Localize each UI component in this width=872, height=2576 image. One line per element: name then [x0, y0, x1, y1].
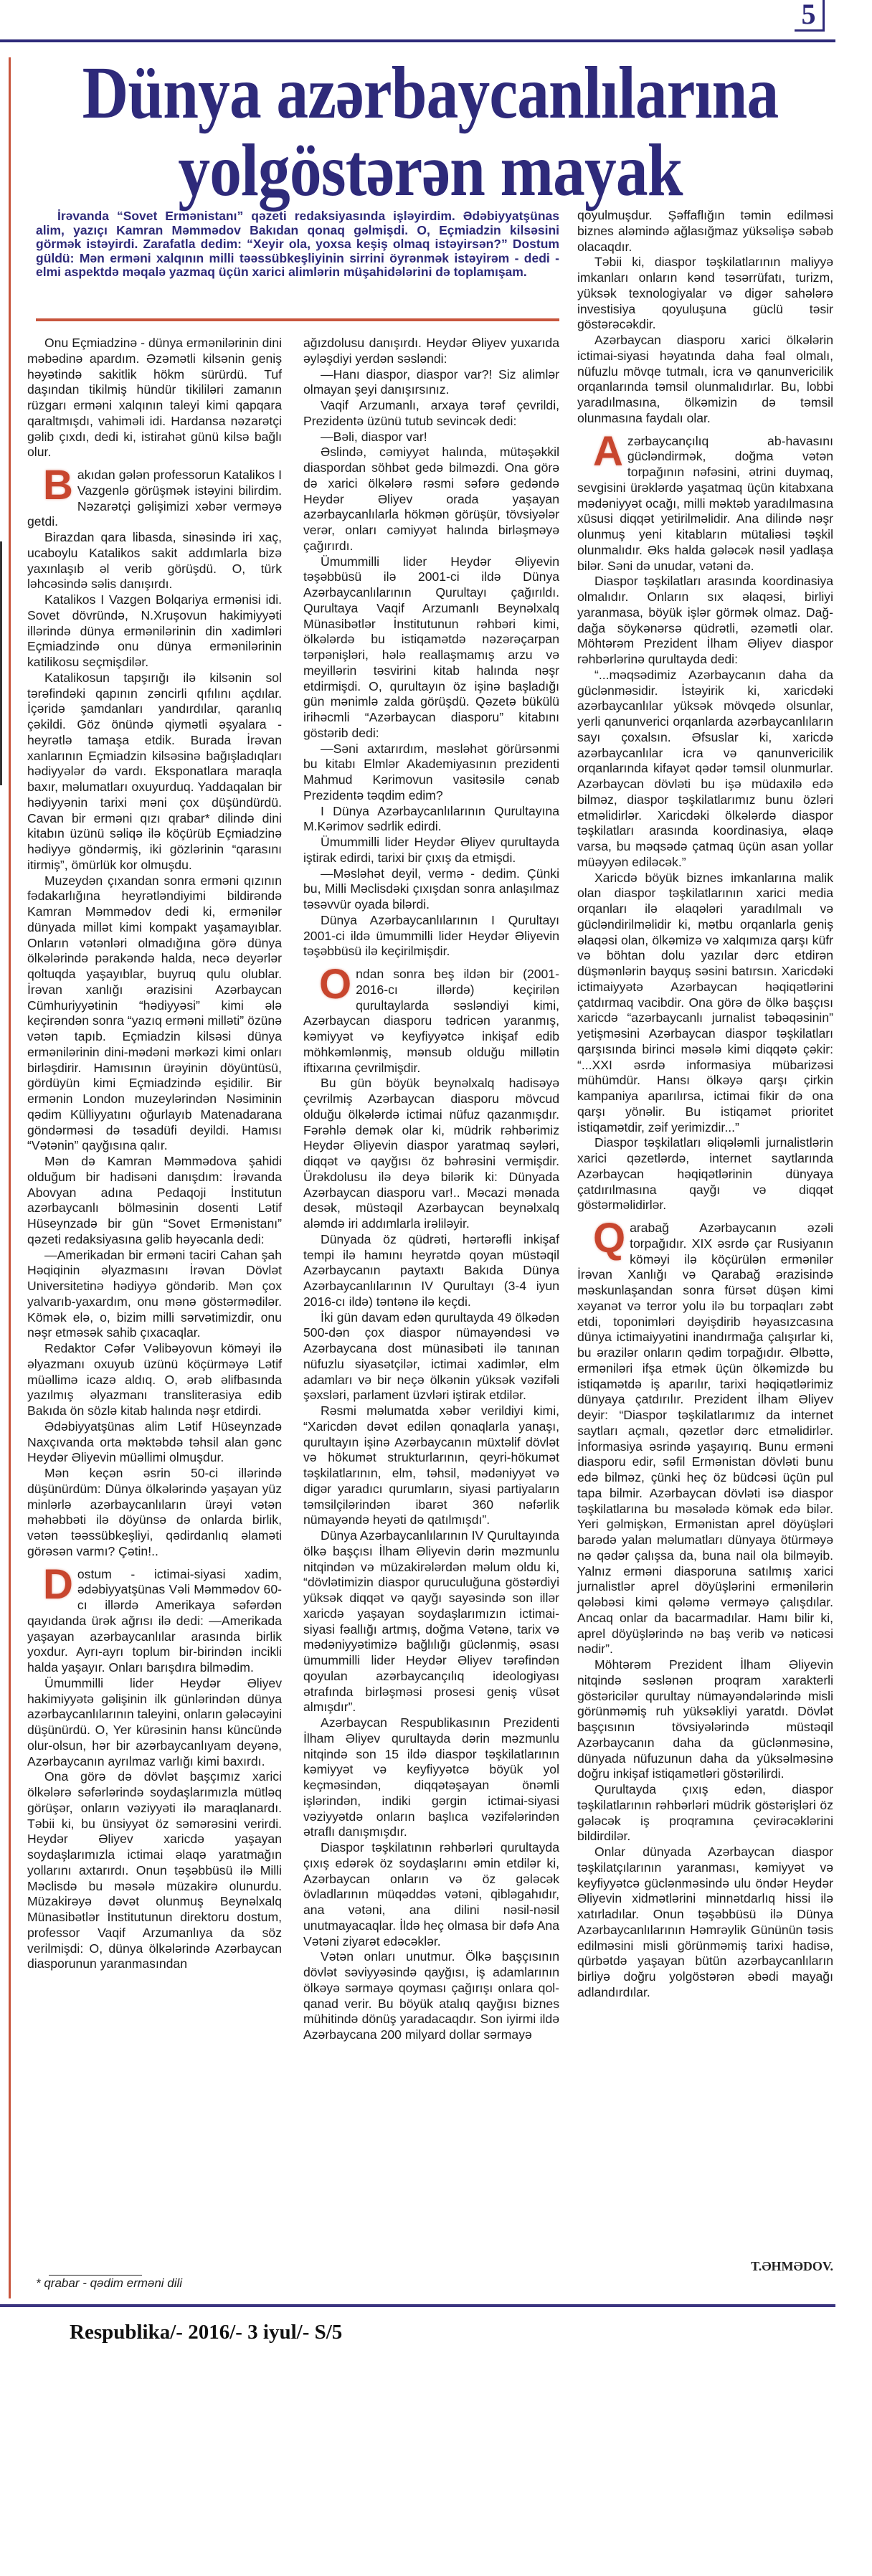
paragraph: Vaqif Arzumanlı, arxaya tərəf çevrildi, Prezidentə üzünü tutub sevincək dedi:	[303, 398, 559, 428]
paragraph: Ümummilli lider Heydər Əliyev hakimiyyətə gəlişinin ilk günlərindən dünya azərbaycanlılarının taleyini, onların gələcəyini düşünürdü. O, Yer kürəsinin hansı küncündə olur-olsun, hər bir azərbaycanlıyam deyənə, Azərbaycanın ayrılmaz varlığı kimi baxırdı.	[27, 1675, 283, 1768]
paragraph: İki gün davam edən qurultayda 49 ölkədən 500-dən çox diaspor nümayəndəsi və Azərbaycana dost münasibəti ilə tanınan nüfuzlu siyasətçilər, ictimai xadimlər, elm adamları və bir neçə ölkənin yüksək vəzifəli şəxsləri, parlament üzvləri iştirak etdilər.	[303, 1310, 559, 1403]
paragraph: Qurultayda çıxış edən, diaspor təşkilatlarının rəhbərləri müdrik göstərişləri öz gələcək iş proqramına çevirəcəklərini bildirdilər.	[577, 1782, 833, 1844]
left-edge-mark	[0, 541, 2, 785]
lead-underline-rule	[36, 318, 559, 321]
author-signature: T.ƏHMƏDOV.	[751, 2259, 833, 2273]
drop-cap: B	[43, 462, 73, 508]
column-middle	[303, 336, 559, 2043]
article-lead: İrəvanda “Sovet Ermənistanı” qəzeti redaksiyasında işləyirdim. Ədəbiyyatşünas alim, yazıçı Kamran Məmmədov Bakıdan qonaq gəlmişdi. O, Eçmiadzin kilsəsini görmək istəyirdi. Zarafatla dedim: “Xeyir ola, yoxsa keşiş olmaq istəyirsən?” Dostum güldü: Mən erməni xalqının milli təəssübkeşliyinin sirrini öyrənmək istəyirəm - dedi - elmi aspektdə məqalə yazmaq üçün xarici alimlərin müşahidələrini də toplamışam.	[36, 209, 559, 280]
paragraph: —Məsləhət deyil, vermə - dedim. Çünki bu, Milli Məclisdəki çıxışdan sonra anlaşılmaz təsəvvür oyada bilərdi.	[303, 866, 559, 911]
paragraph: Onu Eçmiadzinə - dünya ermənilərinin dini məbədinə apardım. Əzəmətli kilsənin geniş həyətində sakitlik hökm sürürdü. Tuf daşından tikilmiş hündür tikililəri zamanın rüzgarı erməni xalqının taleyi kimi qapqara qaraltmışdı, vahiməli idi. Hardansa nəzarətçi gəlib çıxdı, dedi ki, istirahət günü kilsə bağlı olur.	[27, 336, 282, 460]
paragraph: Katalikosun tapşırığı ilə kilsənin sol tərəfindəki qapının zəncirli qıfılını açdılar. İçəridə şamdanları yandırdılar, qaranlıq çəkildi. Göz önündə qiymətli əşyalara - heyrətlə tamaşa etdik. Burada İrəvan xanlarının Eçmiadzin kilsəsinə bağışladıqları hədiyyələr də vardı. Eksponatlara maraqla baxır, məlumatları oxuyurduq. Yaddaqalan bir hədiyyənin tarixi məni çox düşündürdü. Cavan bir erməni qızı qrabar* dilində dini kitabın üzünü səliqə ilə köçürüb Eçmiadzinə hədiyyə göndərmiş, iki gözlərinin “qarasını itirmiş”, ömürlük kor olmuşdu.	[27, 670, 282, 872]
drop-cap: A	[593, 427, 623, 475]
paragraph: ağızdolusu danışırdı. Heydər Əliyev yuxarıda əyləşdiyi yerdən səsləndi:	[303, 336, 559, 366]
paragraph: —Səni axtarırdım, məsləhət görürsənmi bu kitabı Elmlər Akademiyasının prezidenti Mahmud Kərimovun vasitəsilə cənab Prezidentə təqdim edim?	[303, 741, 559, 802]
drop-cap: O	[319, 961, 352, 1008]
paragraph: “...məqsədimiz Azərbaycanın daha da güclənməsidir. İstəyirik ki, xaricdəki azərbaycanlılar yüksək mövqedə olsunlar, yerli qanunverici orqanlarda azərbaycanlıların sayı çoxalsın. Əfsuslar ki, xaricdə azərbaycanlılar icra və qanunvericilik orqanlarında kifayət qədər təmsil olunmurlar. Azərbaycan dövləti bu işə müdaxilə edə bilməz, diaspor təşkilatlarımız bunu özləri etməlidirlər. Xaricdəki ölkələrdə diaspor təşkilatları arasında koordinasiya, əlaqə varsa, bu məqsədə çatmaq üçün asan yollar müəyyən ediləcək.”	[577, 667, 833, 869]
paragraph: Qarabağ Azərbaycanın əzəli torpağıdır. XIX əsrdə çar Rusiyanın köməyi ilə köçürülən ermənilər İrəvan Xanlığı və Qarabağ ərazisində məskunlaşandan sonra fürsət düşən kimi xəyanət və terror yolu ilə bu torpaqları zəbt etdi, toponimləri dəyişdirib həyasızcasına dünya ictimaiyyətini inandırmağa çalışırlar ki, bu ərazilər onların qədim torpağıdır. Əlbəttə, erməniləri ifşa etmək üçün ölkəmizdə bu istiqamətdə iş aparılır, tarixi həqiqətlərimiz dünyaya çatdırılır. Prezident İlham Əliyev deyir: “Diaspor təşkilatlarımız da internet saytları açmalı, qəzetlər dərc etməlidirlər. İnformasiya əsrində yaşayırıq. Bunu erməni diasporu edir, səfil Ermənistan dövləti bunu edə bilməz, çünki heç öz büdcəsi üçün pul tapa bilmir. Azərbaycan dövləti isə diaspor təşkilatlarına bu məsələdə kömək edə bilər. Yeri gəlmişkən, Ermənistan aprel döyüşləri barədə yalan məlumatları dünyaya ötürməyə nə qədər çalışsa da, buna nail ola bilməyib. Yalnız erməni diasporuna satılmış xarici jurnalistlər aprel döyüşlərini ermənilərin qələbəsi kimi qələmə verməyə çalışdılar. Ancaq onlar da bacarmadılar. Hamı bilir ki, aprel döyüşlərində nə baş verib və nəticəsi nədir”.	[577, 1215, 833, 1657]
drop-cap: D	[43, 1561, 73, 1608]
paragraph: Dünyada öz qüdrəti, hərtərəfli inkişaf tempi ilə hamını heyrətdə qoyan müstəqil Azərbaycanın paytaxtı Bakıda Dünya Azərbaycanlılarının IV Qurultayı (3-4 iyun 2016-cı ildə) təntənə ilə keçdi.	[303, 1231, 559, 1309]
paragraph: Diaspor təşkilatları arasında koordinasiya olmalıdır. Onların sıx əlaqəsi, birliyi yaranmasa, böyük işlər görmək olmaz. Dağ-dağa söykənərsə qüdrətli, əzəmətli olar. Möhtərəm Prezident İlham Əliyev diaspor rəhbərlərinə qurultayda dedi:	[577, 574, 833, 666]
column-right	[577, 208, 833, 2001]
paragraph: Mən də Kamran Məmmədova şahidi olduğum bir hadisəni danışdım: İrəvanda Abovyan adına Pedaqoji İnstitutun azərbaycanlı bölməsinin dosenti Lətif Hüseynzadə bir gün “Sovet Ermənistanı” qəzeti redaksiyasına gəlib həyəcanla dedi:	[27, 1154, 282, 1246]
article-title	[79, 52, 782, 212]
paragraph: Ona görə də dövlət başçımız xarici ölkələrə səfərlərində soydaşlarımızla mütləq görüşər, onların vəziyyəti ilə maraqlanardı. Təbii ki, bu ünsiyyət öz səmərəsini verirdi. Heydər Əliyev xaricdə yaşayan soydaşlarımızla ictimai əlaqə yaratmağın yollarını axtarırdı. Onun təşəbbüsü ilə Milli Məclisdə bu məsələ müzakirə olunurdu. Müzakirəyə dəvət olunmuş Beynəlxalq Münasibətlər İnstitutunun direktoru dostum, professor Vaqif Arzumanlıya da söz verilmişdi: O, dünya ölkələrində Azərbaycan diasporunun yaranmasından	[27, 1769, 282, 1971]
paragraph: Redaktor Cəfər Vəlibəyovun köməyi ilə əlyazmanı oxuyub üzünü köçürməyə Lətif müəllimə icazə aldıq. O, ərəb əlifbasında yazılmış əlyazmanı transliterasiya edib Bakıda ön sözlə kitab halında nəşr etdirdi.	[27, 1341, 282, 1418]
paragraph: Bakıdan gələn professorun Katalikos I Vazgenlə görüşmək istəyini bilirdim. Nəzarətçi gəlişimizi xəbər verməyə getdi.	[27, 462, 282, 529]
left-accent-rule	[9, 57, 11, 2298]
paragraph: Dostum - ictimai-siyasi xadim, ədəbiyyatşünas Vəli Məmmədov 60-cı illərdə Amerikaya səfərdən qayıdanda ürək ağrısı ilə dedi: —Amerikada yaşayan azərbaycanlılar arasında birlik yoxdur. Ayrı-ayrı toplum bir-birindən incikli halda yaşayır. Onları barışdıra bilmədim.	[27, 1561, 282, 1675]
title-line-2: yolgöstərən mayak	[178, 129, 683, 212]
source-citation: Respublika/- 2016/- 3 iyul/- S/5	[70, 2321, 343, 2344]
paragraph: Möhtərəm Prezident İlham Əliyevin nitqində səslənən proqram xarakterli göstəricilər qurultay nümayəndələrində misli görünməmiş ruh yüksəkliyi yaratdı. Dövlət başçısının tövsiyələrində müstəqil Azərbaycanın daha da güclənməsinə, dünyada nüfuzunun daha da yüksəlməsinə doğru inkişaf istiqamətləri göstərilirdi.	[577, 1657, 833, 1781]
paragraph: Ədəbiyyatşünas alim Lətif Hüseynzadə Naxçıvanda orta məktəbdə təhsil alan gənc Heydər Əliyevin müəllimi olmuşdur.	[27, 1419, 282, 1465]
paragraph: Katalikos I Vazgen Bolqariya ermənisi idi. Sovet dövründə, N.Xruşovun hakimiyyəti illərində dünya ermənilərinin din xadimləri Eçmiadzində onu dünya ermənilərinin katilikosu seçmişdilər.	[27, 592, 282, 669]
footnote: * qrabar - qədim erməni dili	[36, 2276, 183, 2290]
paragraph: Birazdan qara libasda, sinəsində iri xaç, ucaboylu Katalikos sakit addımlarla bizə yaxınlaşıb əl verib görüşdü. O, türk ləhcəsində səlis danışırdı.	[27, 530, 282, 592]
paragraph: Təbii ki, diaspor təşkilatlarının maliyyə imkanları onların kənd təsərrüfatı, turizm, yüksək texnologiyalar və digər sahələrə investisiya qoyuluşuna güclü təsir göstərəcəkdir.	[577, 255, 833, 332]
paragraph: I Dünya Azərbaycanlılarının Qurultayına M.Kərimov sədrlik edirdi.	[303, 803, 559, 834]
footnote-rule	[49, 2275, 142, 2276]
paragraph: Rəsmi məlumatda xəbər verildiyi kimi, “Xaricdən dəvət edilən qonaqlarla yanaşı, qurultayın işinə Azərbaycanın müxtəlif dövlət və hökumət strukturlarının, qeyri-hökumət təşkilatlarının, elm, təhsil, mədəniyyət və digər yaradıcı qurumların, siyasi partiyaların təmsilçilərindən ibarət 360 nəfərlik nümayəndə heyəti də qatılmışdı”.	[303, 1403, 559, 1528]
paragraph: Onlar dünyada Azərbaycan diaspor təşkilatçılarının yaranması, kəmiyyət və keyfiyyətcə güclənməsində ulu öndər Heydər Əliyevin xidmətlərini minnətdarlıq hissi ilə xatırladılar. Onun təşəbbüsü ilə Dünya Azərbaycanlılarının Həmrəylik Gününün təsis edilməsini misli görünməmiş tarixi hadisə, qürbətdə yaşayan bütün azərbaycanlıların birliyə doğru yolgöstərən əbədi mayağı adlandırdılar.	[577, 1845, 833, 1999]
paragraph: Mən keçən əsrin 50-ci illərində düşünürdüm: Dünya ölkələrində yaşayan yüz minlərlə azərbaycanlıların ürəyi vətən məhəbbəti ilə döyünsə də onlarda birlik, vətən təəssübkeşliyi, qədirdanlıq əlaməti görəsən varmı? Çətin!..	[27, 1466, 282, 1558]
paragraph: Muzeydən çıxandan sonra erməni qızının fədakarlığına heyrətləndiyimi bildirəndə Kamran Məmmədov dedi ki, ermənilər dünyada millət kimi kompakt yaşamayıblar. Onların vətənləri olmadığına görə dünya ölkələrində pərakəndə halda, necə deyərlər qoltuqda yaşayıblar, buyruq qulu olublar. İrəvan xanlığı ərazisini Azərbaycan Cümhuriyyətinin “hədiyyəsi” kimi ələ keçirəndən sonra “yazıq erməni milləti” özünə vətən tapıb. Eçmiadzin kilsəsi dünya ermənilərinin dini-mədəni mərkəzi kimi onları birləşdirir. Hamısının ürəyinin döyüntüsü, gördüyün kimi Eçmiadzində eşidilir. Bir ermənin London muzeylərindən Nəsiminin qədim Külliyyatını oğurlayıb Matenadarana göndərməsi də təsadüfi deyildi. Hamısı “Vətənin” qayğısına qalır.	[27, 873, 282, 1153]
paragraph: Azərbaycançılıq ab-havasını gücləndirmək, doğma vətən torpağının nəfəsini, ətrini duymaq, sevgisini ürəklərdə yaşatmaq üçün kitabxana mədəniyyət ocağı, milli məktəb yaradılmasına xüsusi diqqət yetirilməlidir. Ana dilində nəşr olunmuş yeni kitabların mütaliəsi təşkil olunmalıdır. Əks halda gələcək nəsil yadlaşa bilər. Səni də unudar, vətəni də.	[577, 427, 833, 573]
paragraph: Diaspor təşkilatının rəhbərləri qurultayda çıxış edərək öz soydaşlarını əmin etdilər ki, Azərbaycan onların və öz gələcək övladlarının müqəddəs vətəni, qibləgahıdır, ana vətəni, ana dilini nəsil-nəsil unutmayacaqlar. İldə heç olmasa bir dəfə Ana Vətəni ziyarət edəcəklər.	[303, 1840, 559, 1948]
paragraph: Azərbaycan Respublikasının Prezidenti İlham Əliyev qurultayda dərin məzmunlu nitqində son 15 ildə diaspor təşkilatlarının kəmiyyət və keyfiyyətcə böyük yol keçməsindən, diqqətəşayan önəmli işlərindən, indiki gərgin ictimai-siyasi vəziyyətdə onların başlıca vəzifələrindən ətraflı danışmışdır.	[303, 1715, 559, 1839]
paragraph: Ümummilli lider Heydər Əliyev qurultayda iştirak edirdi, tarixi bir çıxış da etmişdi.	[303, 835, 559, 865]
paragraph: Əslində, cəmiyyət halında, mütəşəkkil diaspordan söhbət gedə bilməzdi. Ona görə də xarici ölkələrə rəsmi səfərə gedəndə Heydər Əliyev orada yaşayan azərbaycanlılarla hökmən görüşür, tövsiyələr verər, onları cəmiyyət halında birləşməyə çağırırdı.	[303, 445, 559, 553]
paragraph: Xaricdə böyük biznes imkanlarına malik olan diaspor təşkilatlarının xarici media orqanları ilə əlaqələri yaradılmalı və gücləndirilməlidir ki, mətbu orqanlarla geniş əlaqəsi olan, ölkəmizə və xalqımıza qarşı küfr və böhtan dolu yazılar dərc etdirən düşmənlərin bayquş səsini batırsın. Xaricdəki ictimaiyyətə Azərbaycan həqiqətlərini çatdırmaq vacibdir. Ona görə də ölkə başçısı xaricdə “azərbaycanlı jurnalist təbəqəsinin” yetişməsini Azərbaycan diaspor təşkilatları qarşısında birinci məsələ kimi diqqətə çəkir: “...XXI əsrdə informasiya mübarizəsi mühümdür. Hansı ölkəyə qarşı çirkin kampaniya aparılırsa, ictimai fikir də ona qarşı yönəlir. Bu istiqamət prioritet istiqamətdir, zəif yerimizdir...”	[577, 870, 833, 1135]
drop-cap: Q	[593, 1215, 626, 1261]
paragraph: Ondan sonra beş ildən bir (2001-2016-cı illərdə) keçirilən qurultaylarda səsləndiyi kimi, Azərbaycan diasporu tədricən yaranmış, kəmiyyət və keyfiyyətcə inkişaf edib möhkəmlənmiş, mənsub olduğu millətin iftixarına çevrilmişdir.	[303, 961, 559, 1075]
paragraph: qoyulmuşdur. Şəffaflığın təmin edilməsi biznes aləmində ağlasığmaz yüksəlişə səbəb olacaqdır.	[577, 208, 833, 254]
paragraph: Bu gün böyük beynəlxalq hadisəyə çevrilmiş Azərbaycan diasporu mövcud olduğu ölkələrdə ictimai nüfuz qazanmışdır. Fərəhlə demək olar ki, müdrik rəhbərimiz Heydər Əliyevin diaspor yaratmaq səyləri, diqqət və qayğısı öz bəhrəsini vermişdir. Ürəkdolusu ilə deyə bilərik ki: Dünyada Azərbaycan diasporu var!.. Məcazi mənada desək, müstəqil Azərbaycan beynəlxalq aləmdə iri addımlarla irəliləyir.	[303, 1076, 559, 1231]
paragraph: —Bəli, diaspor var!	[321, 429, 427, 444]
paragraph: Vətən onları unutmur. Ölkə başçısının dövlət səviyyəsində qayğısı, iş adamlarının ölkəyə sərmayə qoyması çağırışı onlara qol-qanad verir. Bu böyük atalıq qayğısı biznes mühitində dönüş yaradacaqdır. Son iyirmi ildə Azərbaycana 200 milyard dollar sərmayə	[303, 1949, 559, 2042]
paragraph: Dünya Azərbaycanlılarının IV Qurultayında ölkə başçısı İlham Əliyevin dərin məzmunlu nitqindən və müzakirələrdən məlum oldu ki, “dövlətimizin diaspor quruculuğuna göstərdiyi yüksək diqqət və qayğı sayəsində son illər xaricdə yaşayan soydaşlarımızın ictimai-siyasi fəallığı artmış, doğma Vətənə, tarix və mədəniyyətimizə bağlılığı güclənmiş, əsası ümummilli lider Heydər Əliyev tərəfindən qoyulan azərbaycançılıq ideologiyası ətrafında birləşməsi prosesi geniş vüsət almışdır”.	[303, 1528, 559, 1715]
paragraph: Diaspor təşkilatları əliqələmli jurnalistlərin xarici qəzetlərdə, internet saytlarında Azərbaycan həqiqətlərinin dünyaya çatdırılmasına qayğı və diqqət göstərməlidirlər.	[577, 1135, 833, 1213]
page-number: 5	[795, 0, 825, 32]
paragraph: Azərbaycan diasporu xarici ölkələrin ictimai-siyasi həyatında daha fəal olmalı, nüfuzlu mövqe tutmalı, icra və qanunvericilik orqanlarında təmsil olunmalıdırlar. Bu, lobbi yaradılmasına, ölkəmizin də təmsil olunmasına faydalı olar.	[577, 333, 833, 425]
paragraph: —Hanı diaspor, diaspor var?! Siz alimlər olmayan şeyi danışırsınız.	[303, 366, 559, 397]
top-rule	[0, 39, 835, 42]
column-left	[27, 336, 282, 1972]
paragraph: —Amerikadan bir erməni taciri Cahan şah Həqiqinin əlyazmasını İrəvan Dövlət Universitetinə hədiyyə göndərib. Mən çox yalvarıb-yaxardım, onu mənə göstərmədilər. Kömək elə, o, bizim milli sərvətimizdir, onu nəşr etməsək sahib çıxacaqlar.	[27, 1247, 282, 1340]
paragraph: Dünya Azərbaycanlılarının I Qurultayı 2001-ci ildə ümummilli lider Heydər Əliyevin təşəbbüsü ilə keçirilmişdir.	[303, 912, 559, 959]
title-line-1: Dünya azərbaycanlılarına	[82, 52, 779, 134]
bottom-rule	[0, 2304, 835, 2307]
paragraph: Ümummilli lider Heydər Əliyevin təşəbbüsü ilə 2001-ci ildə Dünya Azərbaycanlılarının Qurultayı çağırıldı. Qurultaya Vaqif Arzumanlı Beynəlxalq Münasibətlər İnstitutunun rəhbəri kimi, ölkələrdə bu istiqamətdə nəzərəçarpan tərpənişləri, hələ reallaşmamış arzu və meyillərin təsvirini kitab halında nəşr etdirmişdi. O, qurultayın öz işinə başladığı gün mənimlə zalda görüşdü. Qəzetə bükülü irihəcmli “Azərbaycan diasporu” kitabını göstərib dedi:	[303, 554, 559, 740]
